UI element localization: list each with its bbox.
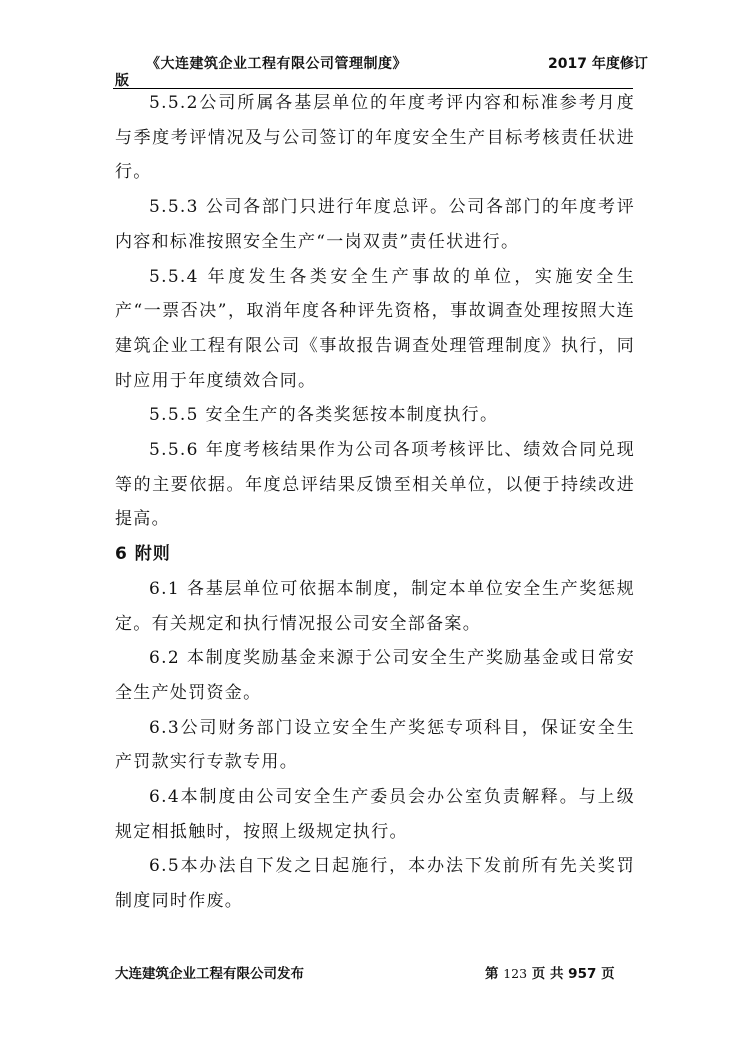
paragraph-6-5: 6.5本办法自下发之日起施行，本办法下发前所有先关奖罚制度同时作废。 [115, 856, 635, 912]
paragraph-5-5-6: 5.5.6 年度考核结果作为公司各项考核评比、绩效合同兑现等的主要依据。年度总评结果反馈至相关单位，以便于持续改进提高。 [115, 440, 635, 530]
paragraph-6-1: 6.1 各基层单位可依据本制度，制定本单位安全生产奖惩规定。有关规定和执行情况报公司安全部备案。 [115, 578, 635, 634]
document-body [115, 86, 635, 919]
page-number [485, 962, 615, 982]
paragraph-5-5-4: 5.5.4 年度发生各类安全生产事故的单位，实施安全生产“一票否决”，取消年度各种评先资格，事故调查处理按照大连建筑企业工程有限公司《事故报告调查处理管理制度》执行，同时应用于年度绩效合同。 [115, 266, 635, 391]
section-heading-6: 6 附则 [115, 544, 171, 565]
paragraph-6-3: 6.3公司财务部门设立安全生产奖惩专项科目，保证安全生产罚款实行专款专用。 [115, 717, 635, 773]
page-prefix: 第 [485, 966, 499, 982]
edition-label: 2017 年度修订 [548, 56, 648, 72]
document-title: 《大连建筑企业工程有限公司管理制度》 [146, 56, 407, 72]
page-middle: 页 共 [531, 966, 564, 982]
page-total: 957 [568, 966, 597, 982]
publisher-label: 大连建筑企业工程有限公司发布 [115, 966, 304, 982]
paragraph-5-5-2: 5.5.2公司所属各基层单位的年度考评内容和标准参考月度与季度考评情况及与公司签订的年度安全生产目标考核责任状进行。 [115, 93, 635, 183]
paragraph-5-5-5: 5.5.5 安全生产的各类奖惩按本制度执行。 [149, 405, 499, 426]
page-current: 123 [503, 966, 528, 981]
edition-label-wrap: 版 [115, 73, 129, 89]
page-suffix: 页 [601, 966, 615, 982]
paragraph-5-5-3: 5.5.3 公司各部门只进行年度总评。公司各部门的年度考评内容和标准按照安全生产“一岗双责”责任状进行。 [115, 197, 635, 252]
paragraph-6-2: 6.2 本制度奖励基金来源于公司安全生产奖励基金或日常安全生产处罚资金。 [115, 648, 635, 703]
paragraph-6-4: 6.4本制度由公司安全生产委员会办公室负责解释。与上级规定相抵触时，按照上级规定执行。 [115, 787, 635, 842]
